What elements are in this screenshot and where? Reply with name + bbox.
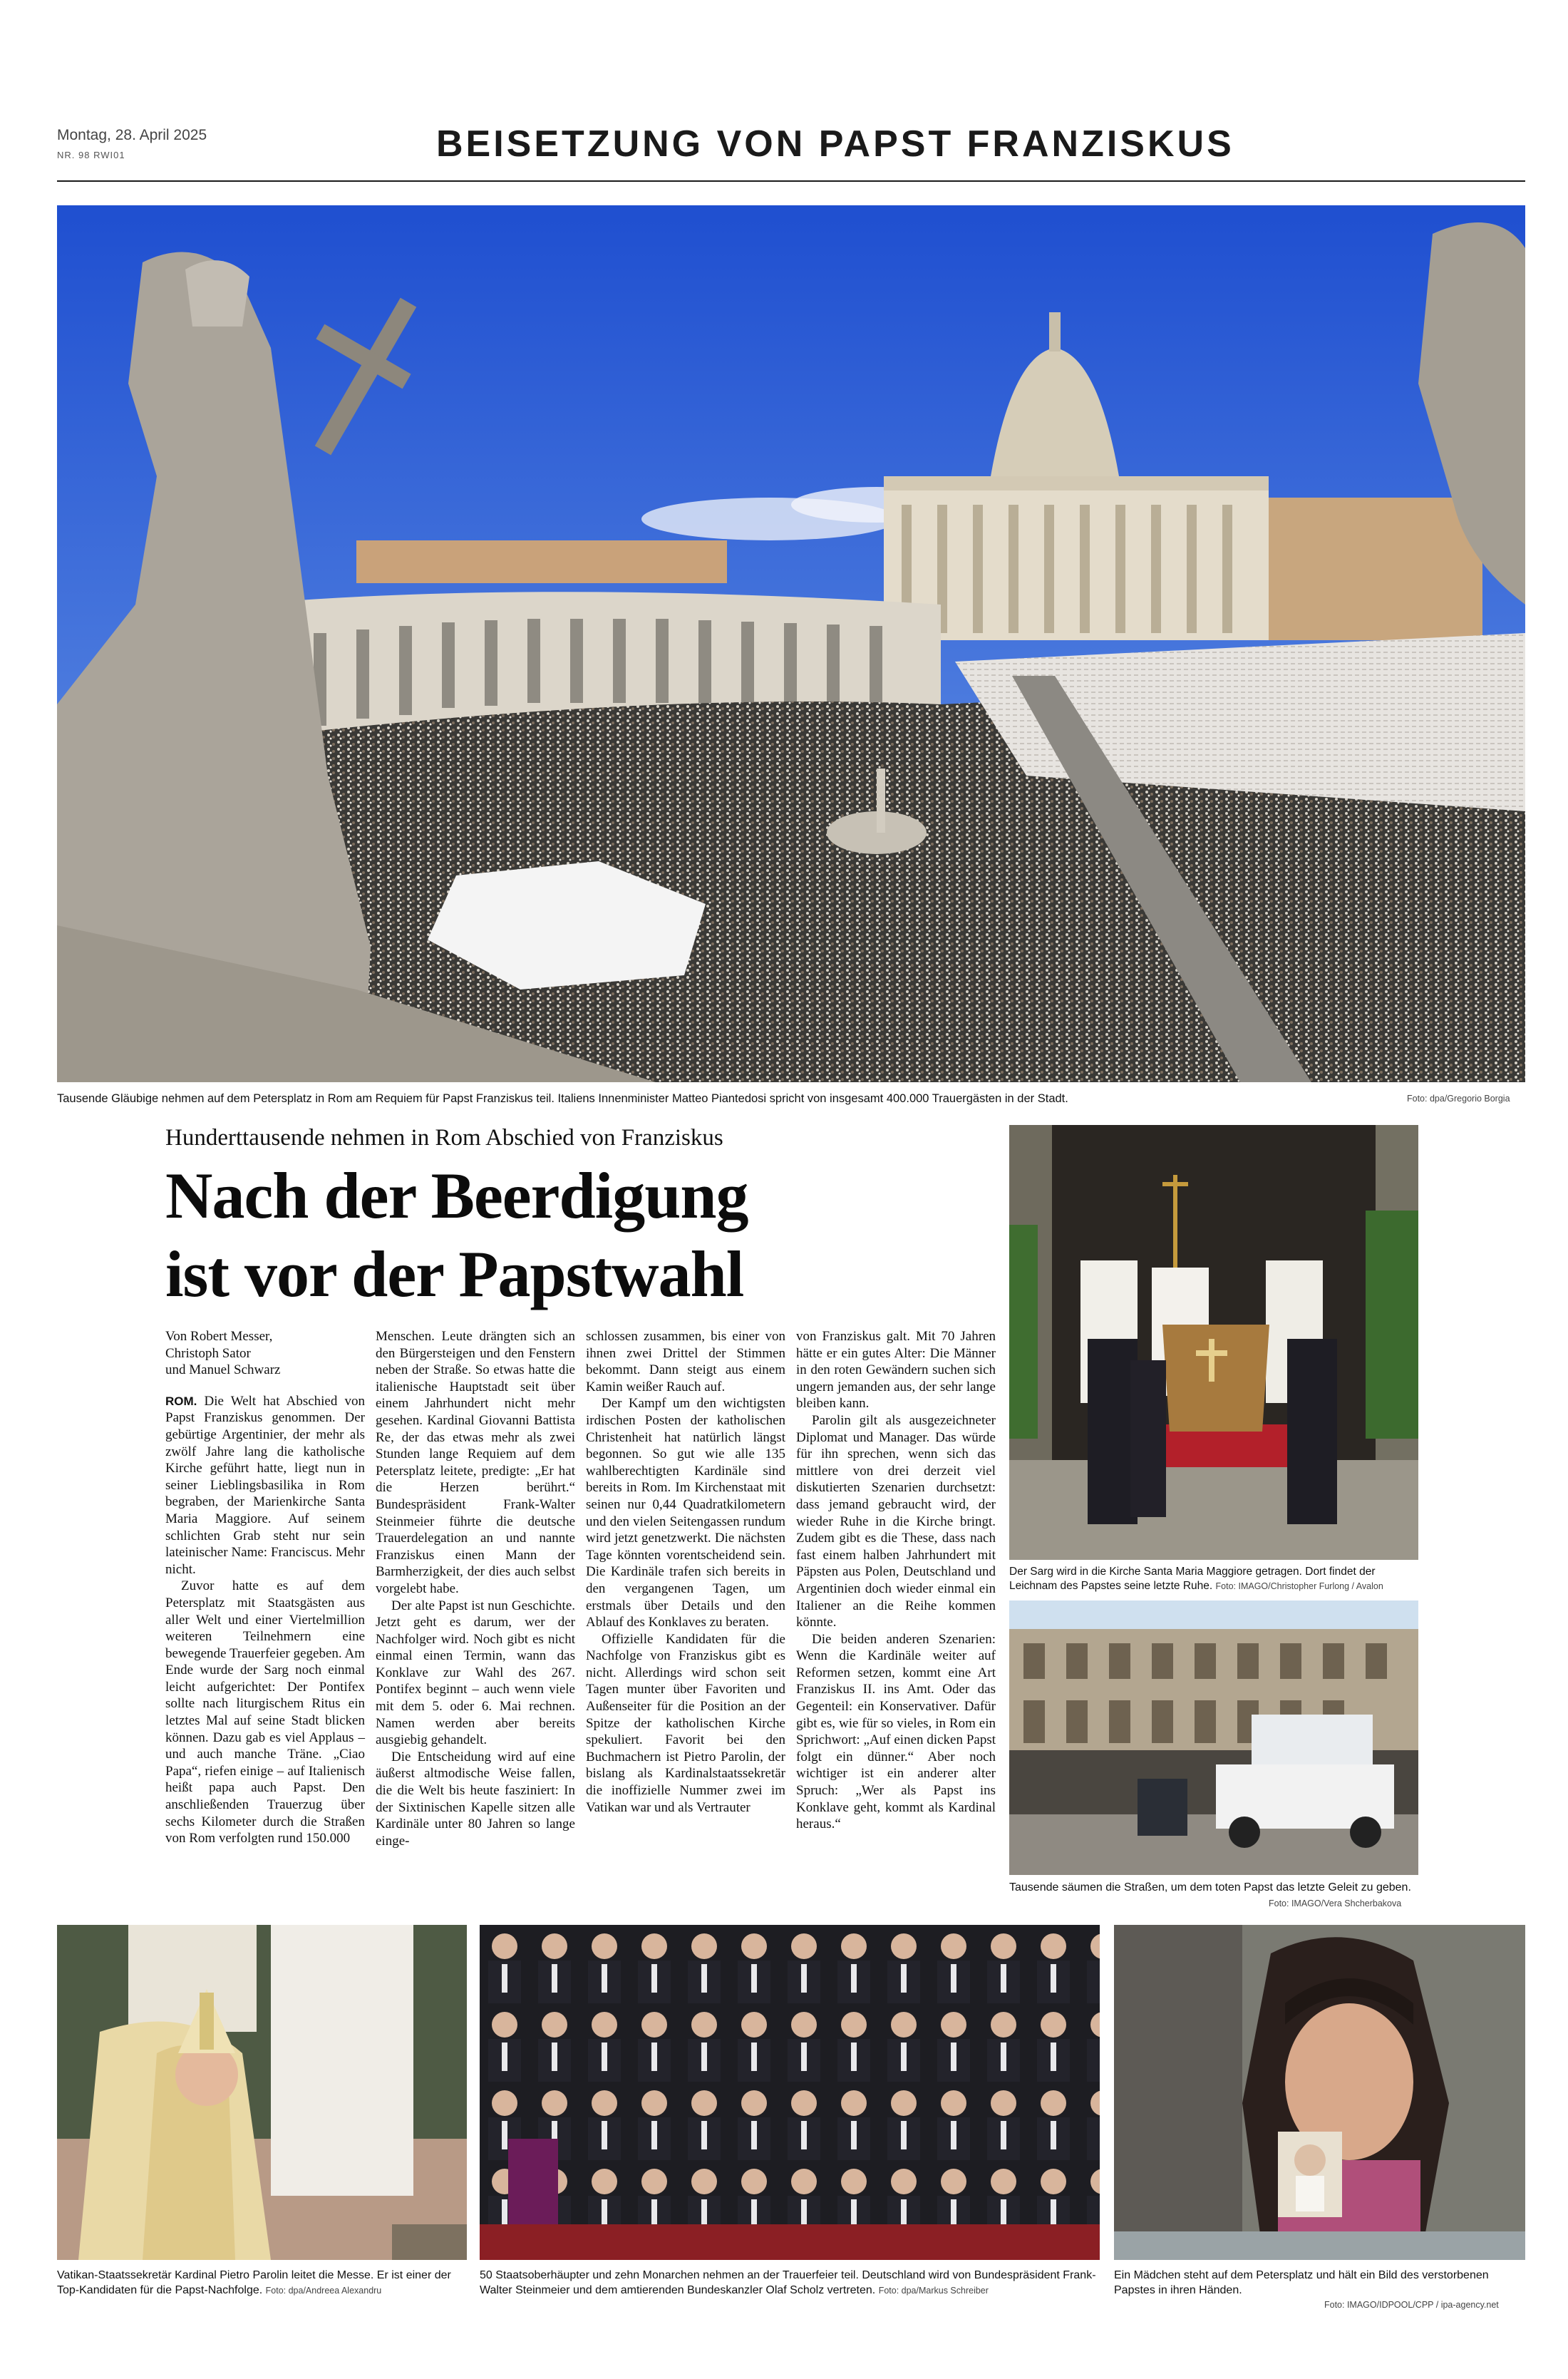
bottom-photo-3-caption: Ein Mädchen steht auf dem Petersplatz und hält ein Bild des verstorbenen Papstes in ihren Händen. [1114, 2269, 1489, 2296]
bottom-photo-2-credit: Foto: dpa/Markus Schreiber [878, 2286, 989, 2296]
bottom-photo-1-credit: Foto: dpa/Andreea Alexandru [265, 2286, 382, 2296]
article-paragraph: Die Entscheidung wird auf eine äußerst altmodische Weise fallen, die die Welt bis heute fasziniert: In der Sixtinischen Kapelle sitzen alle Kardinäle unter 80 Jahren so lange einge- [376, 1749, 575, 1849]
side-photo-2-credit: Foto: IMAGO/Vera Shcherbakova [1269, 1898, 1402, 1908]
headline-line-2: ist vor der Papstwahl [165, 1238, 744, 1310]
article-paragraph: Menschen. Leute drängten sich an den Bürgersteigen und den Fenstern neben der Straße. So etwas hatte die italienische Hauptstadt seit über einem Jahrhundert nicht mehr gesehen. Kardinal Giovanni Battista Re, der das etwas mehr als zwei Stunden lange Requiem auf dem Petersplatz leitete, predigte: „Er hat die Herzen berührt.“ Bundespräsident Frank-Walter Steinmeier führte die deutsche Trauerdelegation an und nannte Franziskus einen Mann der Barmherzigkeit, der dies auch selbst vorgelebt habe. [376, 1329, 575, 1596]
side-photo-coffin-procession [1009, 1125, 1418, 1560]
main-photo-st-peters-square [57, 205, 1525, 1082]
main-photo-credit: Foto: dpa/Gregorio Borgia [1407, 1094, 1510, 1104]
article-paragraph: Parolin gilt als ausgezeichneter Diplomat und Manager. Das würde für ihn sprechen, wenn sich das mittlere von drei derzeit viel diskutierten Szenarien durchsetzt: dass jemand gebraucht wird, der wieder Ruhe in die Kirche bringt. Zudem gibt es die These, dass nach fast einem halben Jahrhundert mit Päpsten aus Polen, Deutschland und Argentinien doch wieder einmal ein Italiener an die Reihe kommen könnte. [796, 1412, 996, 1630]
headline-line-1: Nach der Beerdigung [165, 1159, 748, 1232]
article-paragraph [165, 1393, 365, 1578]
side-photo-1-credit: Foto: IMAGO/Christopher Furlong / Avalon [1215, 1581, 1383, 1591]
bottom-photo-3-credit: Foto: IMAGO/IDPOOL/CPP / ipa-agency.net [1324, 2300, 1499, 2310]
bottom-photo-cardinal-parolin [57, 1925, 467, 2260]
article-column-2 [376, 1328, 575, 1849]
byline [165, 1328, 365, 1379]
bottom-photo-girl-with-pope-picture [1114, 1925, 1525, 2260]
dateline: ROM. [165, 1394, 197, 1408]
article-paragraph: Die beiden anderen Szenarien: Wenn die Kardinäle weiter auf Reformen setzen, kommt eine Art Franziskus II. ins Amt. Oder das Gegenteil: ein Konservativer. Dafür gibt es, wie für so vieles, in Rom ein Sprichwort: „Auf einen dicken Papst folgt ein dünner.“ Aber noch wichtiger ist ein anderer alter Spruch: „Wer als Papst ins Konklave geht, kommt als Kardinal heraus.“ [796, 1631, 996, 1832]
article-column-3 [586, 1328, 785, 1816]
article-column-4 [796, 1328, 996, 1833]
side-photo-1-caption [1009, 1565, 1418, 1593]
article-kicker: Hunderttausende nehmen in Rom Abschied von Franziskus [165, 1125, 723, 1151]
byline-author-3: und Manuel Schwarz [165, 1362, 281, 1378]
bottom-photo-2-caption [480, 2268, 1107, 2298]
article-column-1 [165, 1328, 365, 1847]
article-lead-text: Die Welt hat Abschied von Papst Franziskus genommen. Der gebürtige Argentinier, der mehr als zwölf Jahre lang die katholische Kirche geführt hatte, liegt nun in seiner Lieblingsbasilika in Rom begraben, der Marienkirche Santa Maria Maggiore. Auf seinem schlichten Grab steht nur sein lateinischer Name: Franciscus. Mehr nicht. [165, 1393, 365, 1577]
article-paragraph: Offizielle Kandidaten für die Nachfolge von Franziskus gibt es nicht. Allerdings wird schon seit Tagen munter über Favoriten und Außenseiter für die Position an der Spitze der katholischen Kirche spekuliert. Favorit bei den Buchmachern ist Pietro Parolin, der bislang als Kardinalstaatssekretär die inoffizielle Nummer zwei im Vatikan war und als Vertrauter [586, 1631, 785, 1815]
issue-date: Montag, 28. April 2025 [57, 127, 207, 143]
article-paragraph: Der alte Papst ist nun Geschichte. Jetzt geht es darum, wer der Nachfolger wird. Noch gibt es nicht einmal einen Termin, wann das Konklave zur Wahl des 267. Pontifex beginnt – auch wenn viele mit dem 5. oder 6. Mai rechnen. Namen werden aber bereits ausgiebig gehandelt. [376, 1598, 575, 1748]
article-paragraph: schlossen zusammen, bis einer von ihnen zwei Drittel der Stimmen bekommt. Dann steigt aus einem Kamin weißer Rauch auf. [586, 1329, 785, 1394]
side-photo-colosseum-motorcade [1009, 1600, 1418, 1875]
side-photo-1-caption-text: Der Sarg wird in die Kirche Santa Maria Maggiore getragen. Dort findet der Leichnam des Papstes seine letzte Ruhe. [1009, 1566, 1376, 1592]
article-headline [165, 1156, 748, 1313]
header-rule [57, 180, 1525, 182]
main-photo-caption: Tausende Gläubige nehmen auf dem Petersplatz in Rom am Requiem für Papst Franziskus teil. Italiens Innenminister Matteo Piantedosi spricht von insgesamt 400.000 Trauergästen in der Stadt. [57, 1092, 1068, 1105]
byline-author-2: Christoph Sator [165, 1345, 251, 1361]
byline-author-1: Von Robert Messer, [165, 1329, 273, 1344]
article-paragraph: von Franziskus galt. Mit 70 Jahren hätte er ein gutes Alter: Die Männer in den roten Gewändern suchen sich ungern jemanden aus, der sehr lange bleiben kann. [796, 1329, 996, 1412]
bottom-photo-dignitaries [480, 1925, 1100, 2260]
bottom-photo-2-caption-text: 50 Staatsoberhäupter und zehn Monarchen nehmen an der Trauerfeier teil. Deutschland wird von Bundespräsident Frank-Walter Steinmeier und dem amtierenden Bundeskanzler Olaf Scholz vertreten. [480, 2269, 1096, 2296]
article-paragraph: Der Kampf um den wichtigsten irdischen Posten der katholischen Christenheit hat natürlich längst begonnen. So gut wie alle 135 wahlberechtigten Kardinäle sind bereits in Rom. Im Kirchenstaat mit seinen nur 0,44 Quadratkilometern und den vielen Seitengassen rundum wird jetzt genetzwerkt. Die nächsten Tage könnten vorentscheidend sein. Die Kardinäle trafen sich bereits in den vergangenen Tagen, um erstmals über Details und den Ablauf des Konklaves zu beraten. [586, 1396, 785, 1630]
bottom-photo-1-caption-text: Vatikan-Staatssekretär Kardinal Pietro Parolin leitet die Messe. Er ist einer der Top-Kandidaten für die Papst-Nachfolge. [57, 2269, 451, 2296]
bottom-photo-1-caption [57, 2268, 470, 2298]
side-photo-2-caption: Tausende säumen die Straßen, um dem toten Papst das letzte Geleit zu geben. [1009, 1881, 1411, 1894]
section-title: BEISETZUNG VON PAPST FRANZISKUS [436, 123, 1234, 165]
issue-number: NR. 98 RWI01 [57, 150, 125, 160]
article-paragraph: Zuvor hatte es auf dem Petersplatz mit Staatsgästen aus aller Welt und einer Viertelmillion weiteren Teilnehmern eine bewegende Trauerfeier gegeben. Am Ende wurde der Sarg noch einmal leicht aufgerichtet: Der Pontifex sollte nach liturgischem Ritus ein letztes Mal auf seine Stadt blicken können. Dazu gab es viel Applaus – und auch manche Träne. „Ciao Papa“, riefen einige – auf Italienisch heißt papa auch Papst. Den anschließenden Trauerzug über sechs Kilometer durch die Straßen von Rom verfolgten rund 150.000 [165, 1578, 365, 1846]
